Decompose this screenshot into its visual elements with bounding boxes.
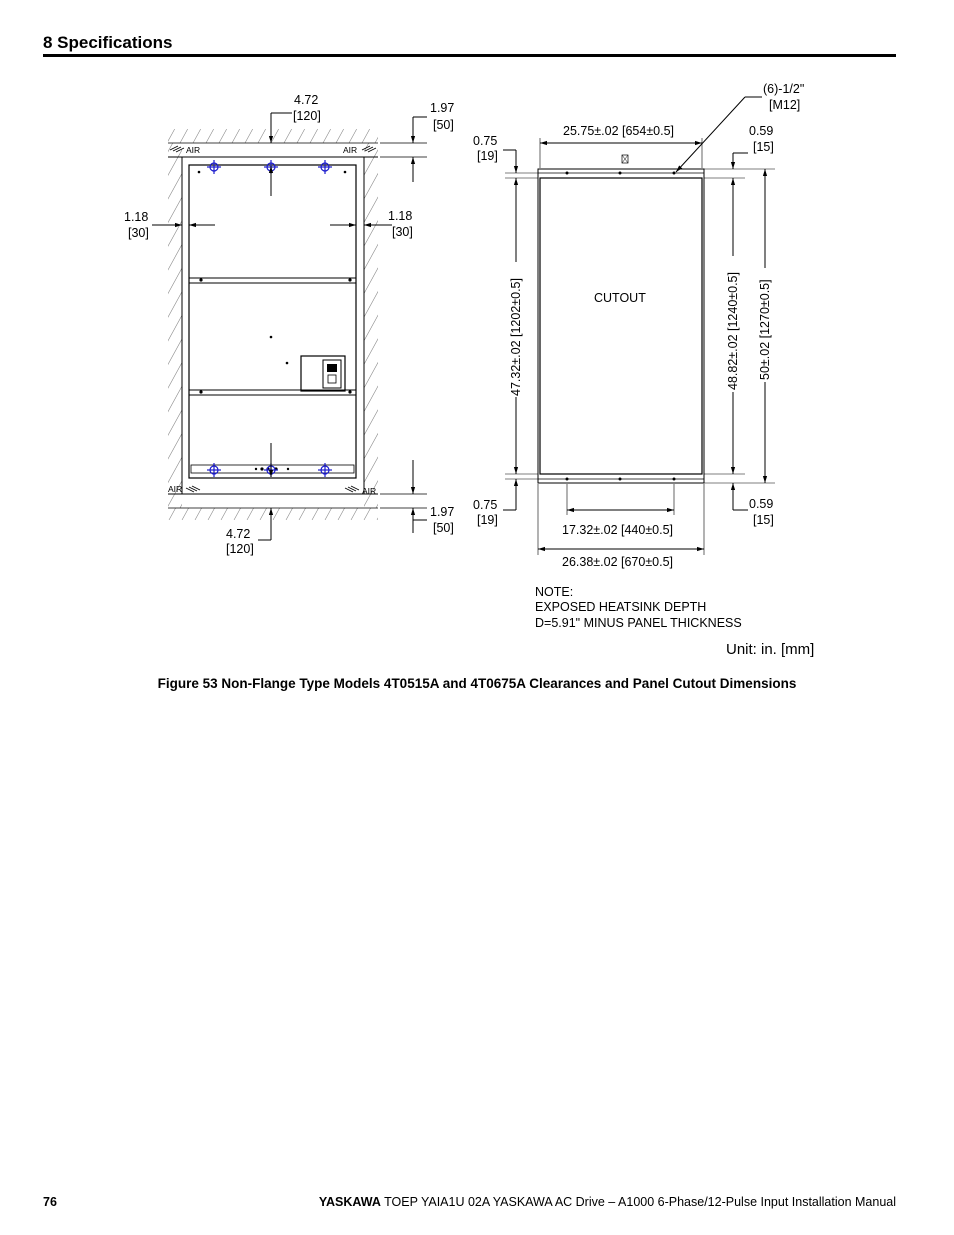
top-right-offset-in: 0.59 [749,124,774,138]
left-height-dim: 47.32±.02 [1202±0.5] [509,278,523,396]
figure-caption: Figure 53 Non-Flange Type Models 4T0515A and 4T0675A Clearances and Panel Cutout Dimensions [157,676,797,691]
note-line-heatsink: EXPOSED HEATSINK DEPTH [535,600,707,614]
cutout-rect [540,178,702,474]
air-label-bottom-right: AIR [362,486,377,496]
footer-brand: YASKAWA [318,1195,381,1209]
bottom-left-offset-in: 0.75 [473,498,498,512]
bottom-clearance-mm: [120] [226,542,254,556]
top-right-clearance-mm: [50] [433,118,454,132]
clearance-view [0,93,941,556]
top-right-offset-mm: [15] [753,140,774,154]
bottom-right-clearance-in: 1.97 [430,505,455,519]
note-heading: NOTE: [535,585,574,599]
bottom-right-offset-in: 0.59 [749,497,774,511]
footer-title: TOEP YAIA1U 02A YASKAWA AC Drive – A1000 6-Phase/12-Pulse Input Installation Manual [380,1195,896,1209]
panel-cutout-view [473,82,804,630]
bottom-inner-width-dim: 17.32±.02 [440±0.5] [562,523,674,537]
bottom-right-clearance-mm: [50] [433,521,454,535]
bottom-left-offset-mm: [19] [477,513,498,527]
drive-body [189,165,356,478]
outer-height-dim: 50±.02 [1270±0.5] [758,279,772,380]
bolt-spec-line2: [M12] [769,98,801,112]
inner-height-dim: 48.82±.02 [1240±0.5] [726,272,740,390]
bottom-outer-width-dim: 26.38±.02 [670±0.5] [562,555,674,569]
air-arrow-icon [186,486,200,492]
side-right-in: 1.18 [388,209,413,223]
side-left-mm: [30] [128,226,149,240]
side-right-mm: [30] [392,225,413,239]
section-title: 8 Specifications [43,33,173,52]
air-arrow-icon [345,486,359,492]
air-label-bottom-left: AIR [168,484,183,494]
unit-label: Unit: in. [mm] [726,641,815,658]
side-left-in: 1.18 [124,210,149,224]
top-left-offset-mm: [19] [477,149,498,163]
wall-hatch [0,129,941,520]
air-label-top-left: AIR [186,145,201,155]
top-clearance-in: 4.72 [294,93,319,107]
cutout-label: CUTOUT [594,291,646,305]
footer-manual-title [319,1195,896,1209]
outer-flange-outline [538,169,704,483]
note-line-depth: D=5.91" MINUS PANEL THICKNESS [535,616,742,630]
page-number: 76 [43,1195,57,1209]
bolt-spec-line1: (6)-1/2" [763,82,805,96]
mounting-hole-markers [207,160,332,477]
bottom-clearance-in: 4.72 [226,527,251,541]
top-right-clearance-in: 1.97 [430,101,455,115]
air-arrow-icon [170,146,184,152]
air-label-top-right: AIR [343,145,358,155]
top-left-offset-in: 0.75 [473,134,498,148]
top-clearance-mm: [120] [293,109,321,123]
top-width-dim: 25.75±.02 [654±0.5] [563,124,675,138]
bottom-right-offset-mm: [15] [753,513,774,527]
